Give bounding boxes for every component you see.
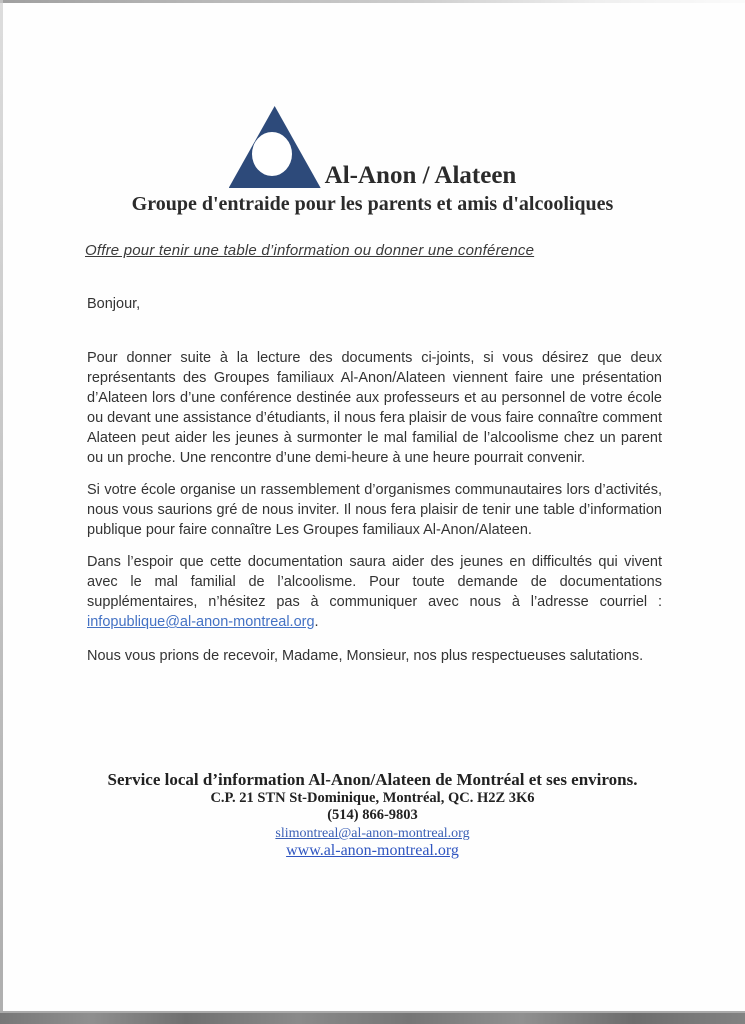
org-tagline: Groupe d'entraide pour les parents et amis d'alcooliques <box>131 193 614 215</box>
footer-phone: (514) 866-9803 <box>327 807 418 823</box>
footer-email-link[interactable]: slimontreal@al-anon-montreal.org <box>275 826 470 841</box>
footer-website-link[interactable]: www.al-anon-montreal.org <box>286 842 459 859</box>
body-email-link[interactable]: infopublique@al-anon-montreal.org <box>87 614 315 630</box>
scan-artifact-bottom <box>0 1011 745 1024</box>
logo-row <box>0 106 745 188</box>
paragraph-2: Si votre école organise un rassemblement d’organismes communautaires lors d’activités, nous vous saurions gré de nous inviter. Il nous fera plaisir de tenir une table d’information publique pour faire connaître Les Groupes familiaux Al-Anon/Alateen. <box>87 482 662 538</box>
letterhead <box>0 106 745 216</box>
subject-line: Offre pour tenir une table d’information ou donner une conférence <box>85 242 535 259</box>
footer-contact-block <box>0 770 745 860</box>
paragraph-3-period: . <box>314 614 319 630</box>
letter-body <box>87 348 662 678</box>
scan-artifact-top <box>0 0 745 3</box>
paragraph-1: Pour donner suite à la lecture des documents ci-joints, si vous désirez que deux représentants des Groupes familiaux Al-Anon/Alateen viennent faire une présentation d’Alateen lors d’une conférence destinée aux professeurs et au personnel de votre école ou devant une assistance d’étudiants, il nous fera plaisir de vous faire connaître comment Alateen peut aider les jeunes à surmonter le mal familial de l’alcoolisme chez un parent ou un proche. Une rencontre d’une demi-heure à une heure pourrait convenir. <box>87 350 662 466</box>
closing-line: Nous vous prions de recevoir, Madame, Monsieur, nos plus respectueuses salutations. <box>87 648 644 664</box>
salutation: Bonjour, <box>87 296 141 312</box>
footer-service-name: Service local d’information Al-Anon/Alateen de Montréal et ses environs. <box>107 770 638 789</box>
org-name: Al-Anon / Alateen <box>324 162 517 189</box>
paragraph-3 <box>87 552 662 632</box>
al-anon-triangle-logo-icon <box>229 106 321 188</box>
footer-address: C.P. 21 STN St-Dominique, Montréal, QC. H2Z 3K6 <box>210 790 535 806</box>
logo-circle-icon <box>252 132 292 176</box>
paragraph-3-text: Dans l’espoir que cette documentation saura aider des jeunes en difficultés qui vivent avec le mal familial de l’alcoolisme. Pour toute demande de documentations supplémentaires, n’hésitez pas à communiquer avec nous à l’adresse courriel : <box>87 554 662 610</box>
